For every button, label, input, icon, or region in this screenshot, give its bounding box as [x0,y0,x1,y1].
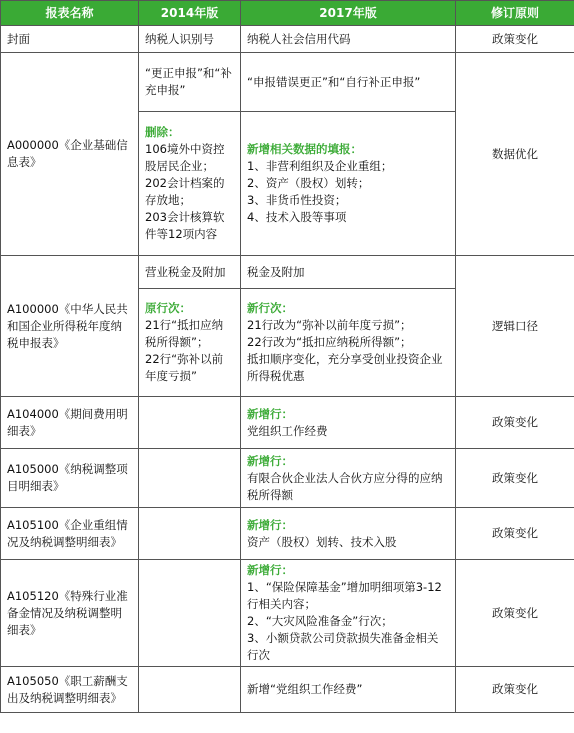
line-text: 21行改为“弥补以前年度亏损”； [247,318,412,332]
line-text: 1、“保险保障基金”增加明细项第3-12行相关内容； [247,580,442,611]
table-row [1,560,574,667]
table-row [1,397,574,449]
principle-cell: 政策变化 [456,26,574,53]
line-text: 4、技术入股等事项 [247,210,347,224]
principle-cell: 政策变化 [456,397,574,449]
v2014-cell [139,289,241,397]
table-row [1,449,574,508]
v2014-cell [139,449,241,508]
table-row [1,667,574,713]
new-rows-heading: 新行次： [247,301,293,315]
v2014-cell: 营业税金及附加 [139,256,241,289]
new-row-heading: 新增行： [247,563,293,577]
principle-cell: 逻辑口径 [456,256,574,397]
v2014-cell [139,667,241,713]
report-name: A104000《期间费用明细表》 [1,397,139,449]
line-text: 203会计核算软件等12项内容 [145,210,225,241]
header-2014: 2014年版 [139,1,241,26]
new-row-heading: 新增行： [247,406,293,421]
table-row [1,256,574,289]
line-text: 22行“弥补以前年度亏损” [145,352,224,383]
v2017-cell [241,289,456,397]
line-text: 2、资产（股权）划转； [247,176,370,190]
line-text: 抵扣顺序变化，充分享受创业投资企业所得税优惠 [247,352,443,383]
v2017-cell [241,560,456,667]
line-text: 2、“大灾风险准备金”行次； [247,614,393,628]
table-row [1,508,574,560]
report-name: A000000《企业基础信息表》 [1,53,139,256]
principle-cell: 政策变化 [456,508,574,560]
v2017-cell: 税金及附加 [241,256,456,289]
header-principle: 修订原则 [456,1,574,26]
v2014-cell [139,560,241,667]
new-row-heading: 新增行： [247,453,293,468]
report-name: A100000《中华人民共和国企业所得税年度纳税申报表》 [1,256,139,397]
v2017-cell [241,112,456,256]
v2014-cell: “更正申报”和“补充申报” [139,53,241,112]
line-text: 22行改为“抵扣应纳税所得额”； [247,335,412,349]
report-name: 封面 [1,26,139,53]
principle-cell: 政策变化 [456,560,574,667]
line-text: 106境外中资控股居民企业； [145,142,225,173]
line-text: 1、非营利组织及企业重组； [247,159,393,173]
delete-heading: 删除： [145,125,180,139]
line-text: 202会计档案的存放地； [145,176,225,207]
v2014-cell [139,508,241,560]
line-text: 党组织工作经费 [247,423,328,438]
principle-cell: 数据优化 [456,53,574,256]
line-text: 21行“抵扣应纳税所得额”； [145,318,224,349]
v2017-cell: 纳税人社会信用代码 [241,26,456,53]
report-name: A105120《特殊行业准备金情况及纳税调整明细表》 [1,560,139,667]
line-text: 3、非货币性投资； [247,193,347,207]
v2017-cell [241,449,456,508]
v2017-cell: “申报错误更正”和“自行补正申报” [241,53,456,112]
v2017-cell [241,508,456,560]
line-text: 资产（股权）划转、技术入股 [247,534,397,549]
table-header-row [1,1,574,26]
report-name: A105100《企业重组情况及纳税调整明细表》 [1,508,139,560]
header-2017: 2017年版 [241,1,456,26]
new-row-heading: 新增行： [247,517,293,532]
v2017-cell: 新增“党组织工作经费” [241,667,456,713]
report-name: A105000《纳税调整项目明细表》 [1,449,139,508]
principle-cell: 政策变化 [456,667,574,713]
v2014-cell [139,112,241,256]
v2014-cell [139,397,241,449]
report-name: A105050《职工薪酬支出及纳税调整明细表》 [1,667,139,713]
original-rows-heading: 原行次： [145,301,191,315]
header-name: 报表名称 [1,1,139,26]
principle-cell: 政策变化 [456,449,574,508]
add-heading: 新增相关数据的填报： [247,142,362,156]
v2014-cell: 纳税人识别号 [139,26,241,53]
line-text: 有限合伙企业法人合伙方应分得的应纳税所得额 [247,470,443,502]
v2017-cell [241,397,456,449]
table-row [1,53,574,112]
table-row [1,26,574,53]
line-text: 3、小额贷款公司贷款损失准备金相关行次 [247,631,439,662]
